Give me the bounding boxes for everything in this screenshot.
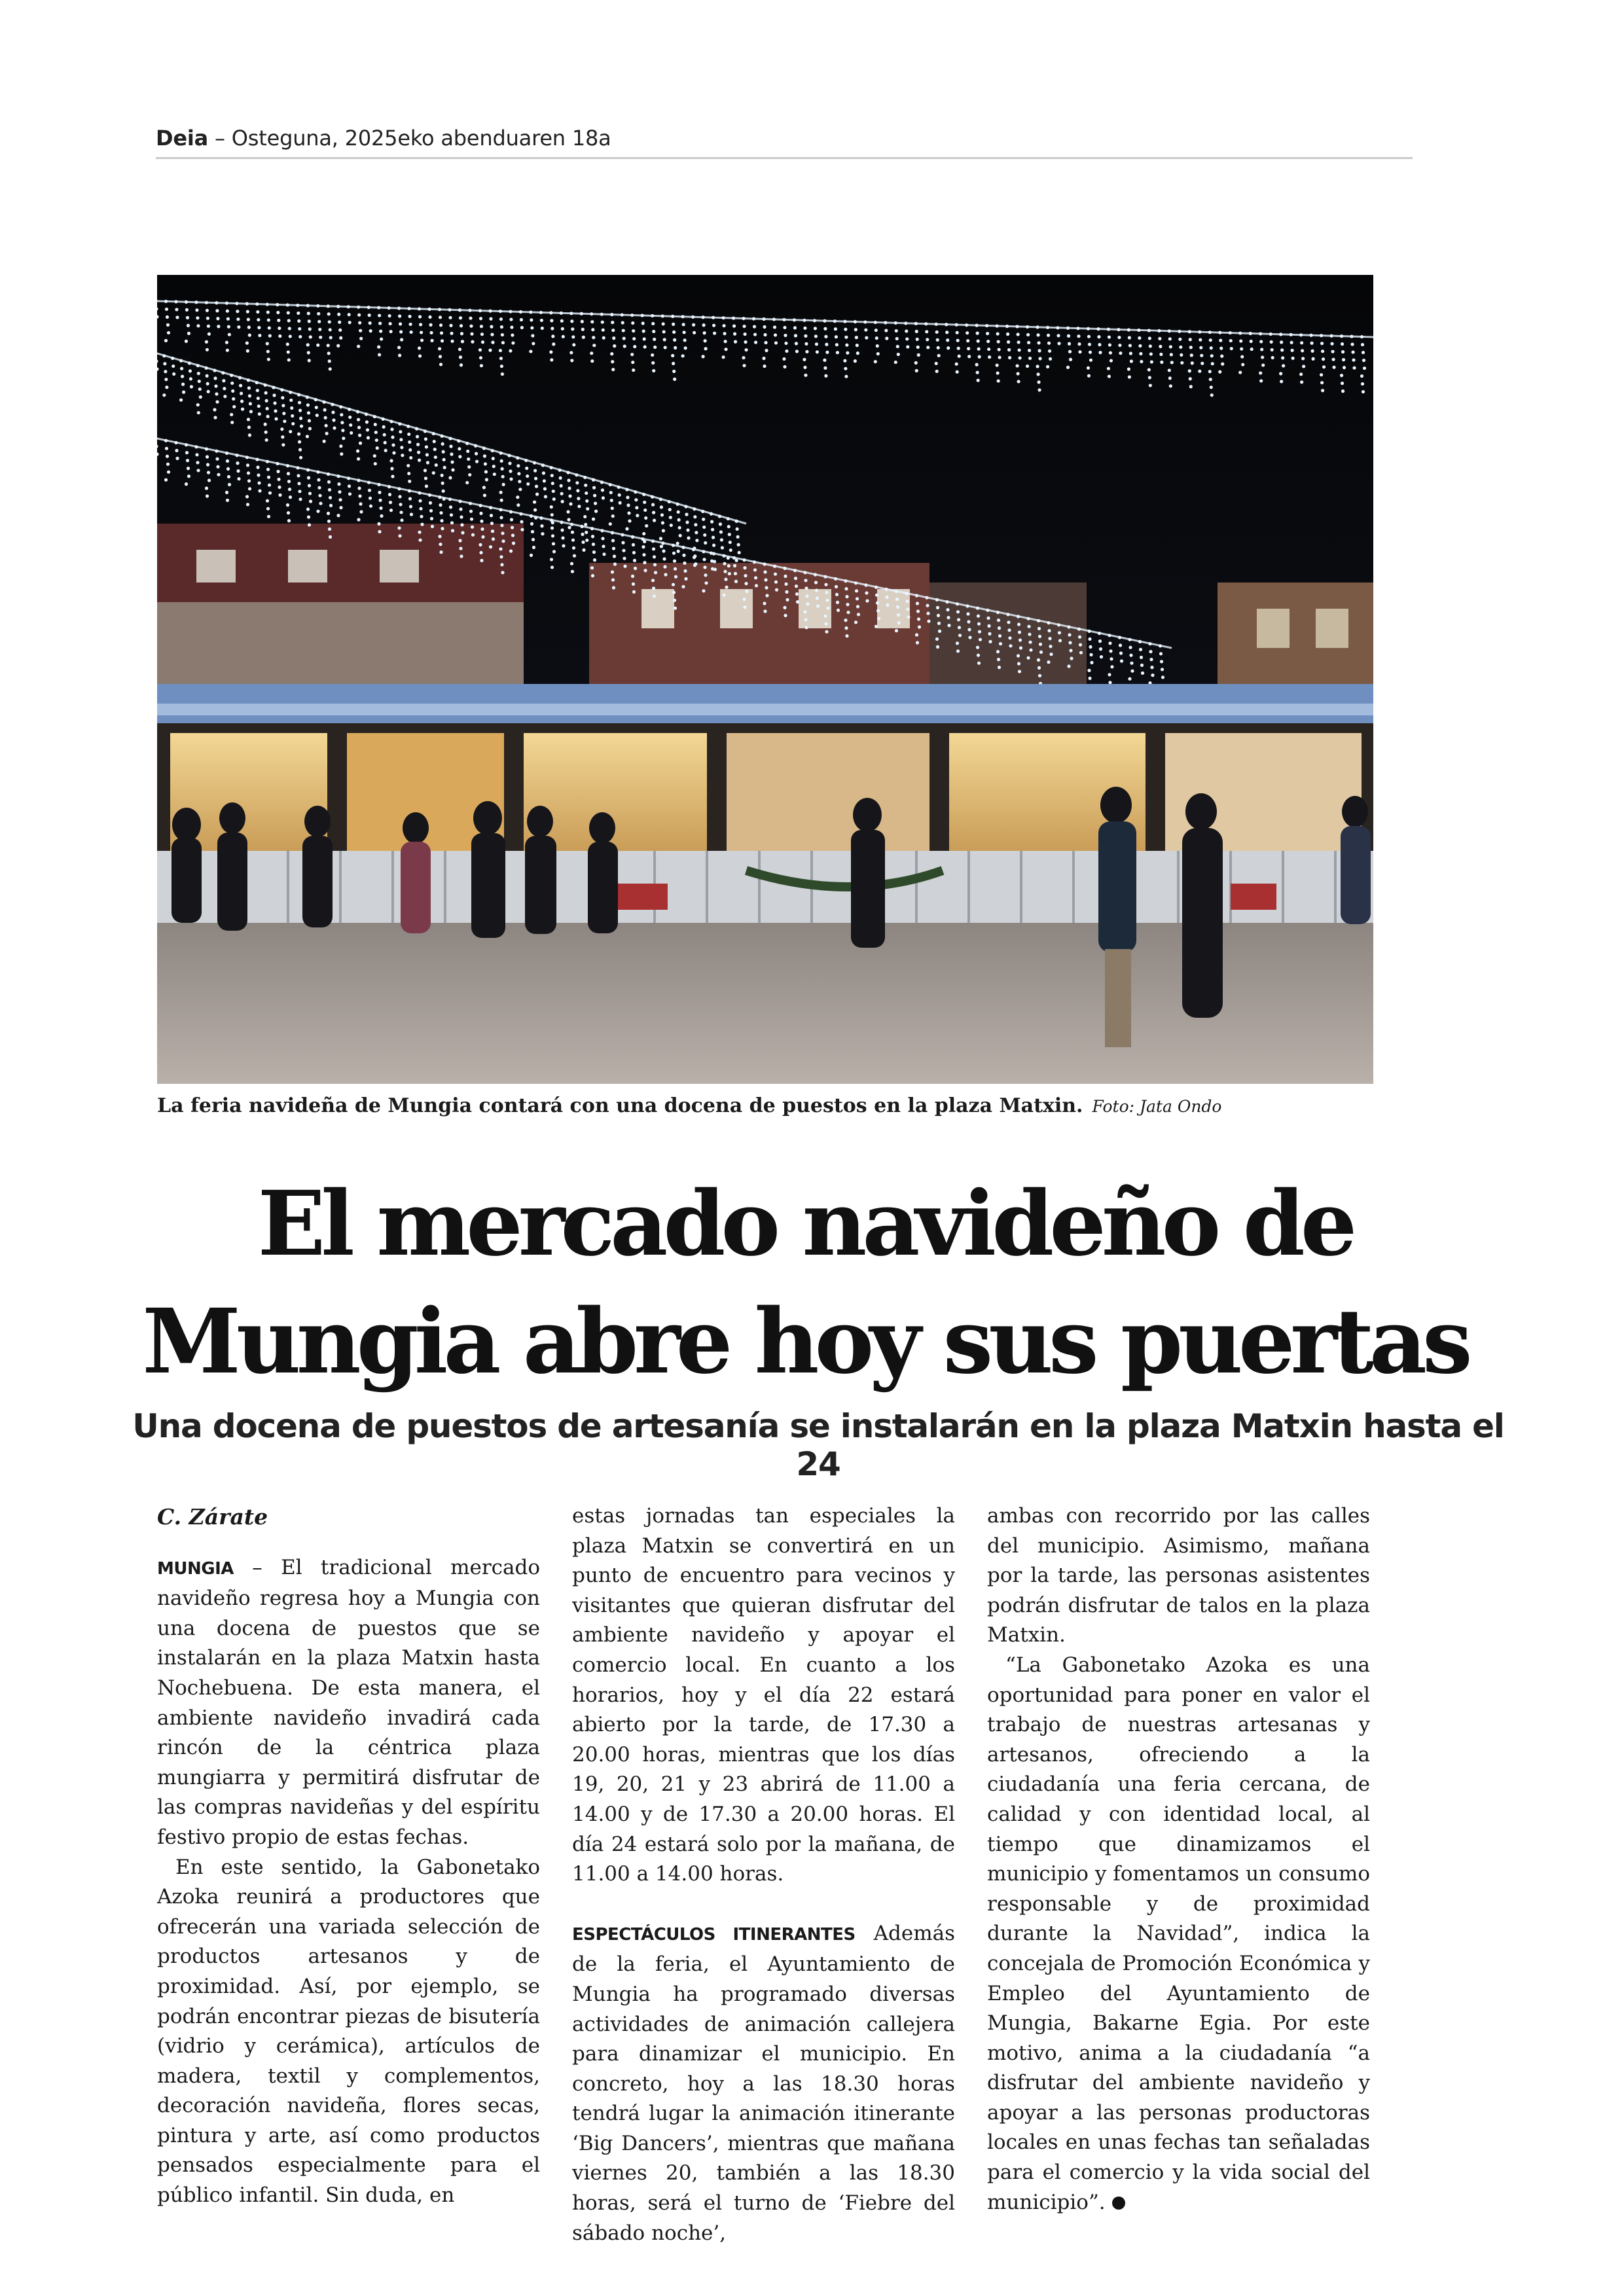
photo-credit: Foto: Jata Ondo xyxy=(1092,1097,1222,1116)
paragraph-2-end: estas jornadas tan especiales la plaza Matxin se convertirá en un punto de encuentro para vecinos y visitantes que quieran disfrutar del ambiente navideño y apoyar el comercio local. En cuanto a los horarios, hoy y el día 22 estará abierto por la tarde, de 17.30 a 20.00 horas, mientras que los días 19, 20, 21 y 23 abrirá de 11.00 a 14.00 y de 17.30 a 20.00 horas. El día 24 estará solo por la mañana, de 11.00 a 14.00 horas. xyxy=(572,1504,955,1886)
end-of-article-bullet xyxy=(1112,2197,1125,2210)
article-column-1 xyxy=(157,1502,540,2211)
header-rule xyxy=(156,157,1413,159)
page-header xyxy=(156,126,1413,151)
dateline-dash: – xyxy=(233,1555,281,1579)
paragraph-1-text: El tradicional mercado navideño regresa hoy a Mungia con una docena de puestos que se instalarán en la plaza Matxin hasta Nochebuena. De esta manera, el ambiente navideño invadirá cada rincón de la céntrica plaza mungiarra y permitirá disfrutar de las compras navideñas y del espíritu festivo propio de estas fechas. xyxy=(157,1555,540,1849)
article-byline: C. Zárate xyxy=(157,1504,268,1530)
article-headline xyxy=(131,1165,1479,1401)
dateline-location: MUNGIA xyxy=(157,1558,234,1579)
paragraph-4 xyxy=(987,1651,1370,2217)
paragraph-4-text: “La Gabonetako Azoka es una oportunidad para poner en valor el trabajo de nuestras artesanas y artesanos, ofreciendo a la ciudadanía una feria cercana, de calidad y con identidad local, al tiempo que dinamizamos el municipio y fomentamos un consumo responsable y de proximidad durante la Navidad”, indica la concejala de Promoción Económica y Empleo del Ayuntamiento de Mungia, Bakarne Egia. Por este motivo, anima a la ciudadanía “a disfrutar del ambiente navideño y apoyar a las personas productoras locales en unas fechas tan señaladas para el comercio y la vida social del municipio”. xyxy=(987,1653,1370,2214)
paragraph-1 xyxy=(157,1553,540,1853)
newspaper-brand: Deia xyxy=(156,126,209,151)
caption-text: La feria navideña de Mungia contará con una docena de puestos en la plaza Matxin. xyxy=(157,1094,1083,1117)
header-date: Osteguna, 2025eko abenduaren 18a xyxy=(231,126,611,151)
article-subheadline: Una docena de puestos de artesanía se instalarán en la plaza Matxin hasta el 24 xyxy=(132,1407,1504,1483)
paragraph-2-start: En este sentido, la Gabonetako Azoka reunirá a productores que ofrecerán una variada selección de productos artesanos y de proximidad. Así, por ejemplo, se podrán encontrar piezas de bisutería (vidrio y cerámica), artículos de madera, textil y complementos, decoración navideña, flores secas, pintura y arte, así como productos pensados especialmente para el público infantil. Sin duda, en xyxy=(157,1855,540,2208)
christmas-market-photo xyxy=(157,275,1373,1084)
photo-caption xyxy=(157,1094,1401,1117)
paragraph-3-start xyxy=(572,1919,955,2249)
headline-line-2: Mungia abre hoy sus puertas xyxy=(142,1289,1468,1394)
article-column-3 xyxy=(987,1501,1370,2217)
paragraph-3-end: ambas con recorrido por las calles del municipio. Asimismo, mañana por la tarde, las personas asistentes podrán disfrutar de talos en la plaza Matxin. xyxy=(987,1504,1370,1647)
paragraph-3-text: Además de la feria, el Ayuntamiento de Mungia ha programado diversas actividades de animación callejera para dinamizar el municipio. En concreto, hoy a las 18.30 horas tendrá lugar la animación itinerante ‘Big Dancers’, mientras que mañana viernes 20, también a las 18.30 horas, será el turno de ‘Fiebre del sábado noche’, xyxy=(572,1921,955,2245)
article-photo xyxy=(157,275,1373,1084)
header-separator: – xyxy=(208,126,232,151)
article-column-2 xyxy=(572,1501,955,2248)
headline-line-1: El mercado navideño de xyxy=(257,1172,1353,1276)
section-lead-in: ESPECTÁCULOS ITINERANTES xyxy=(572,1924,856,1945)
